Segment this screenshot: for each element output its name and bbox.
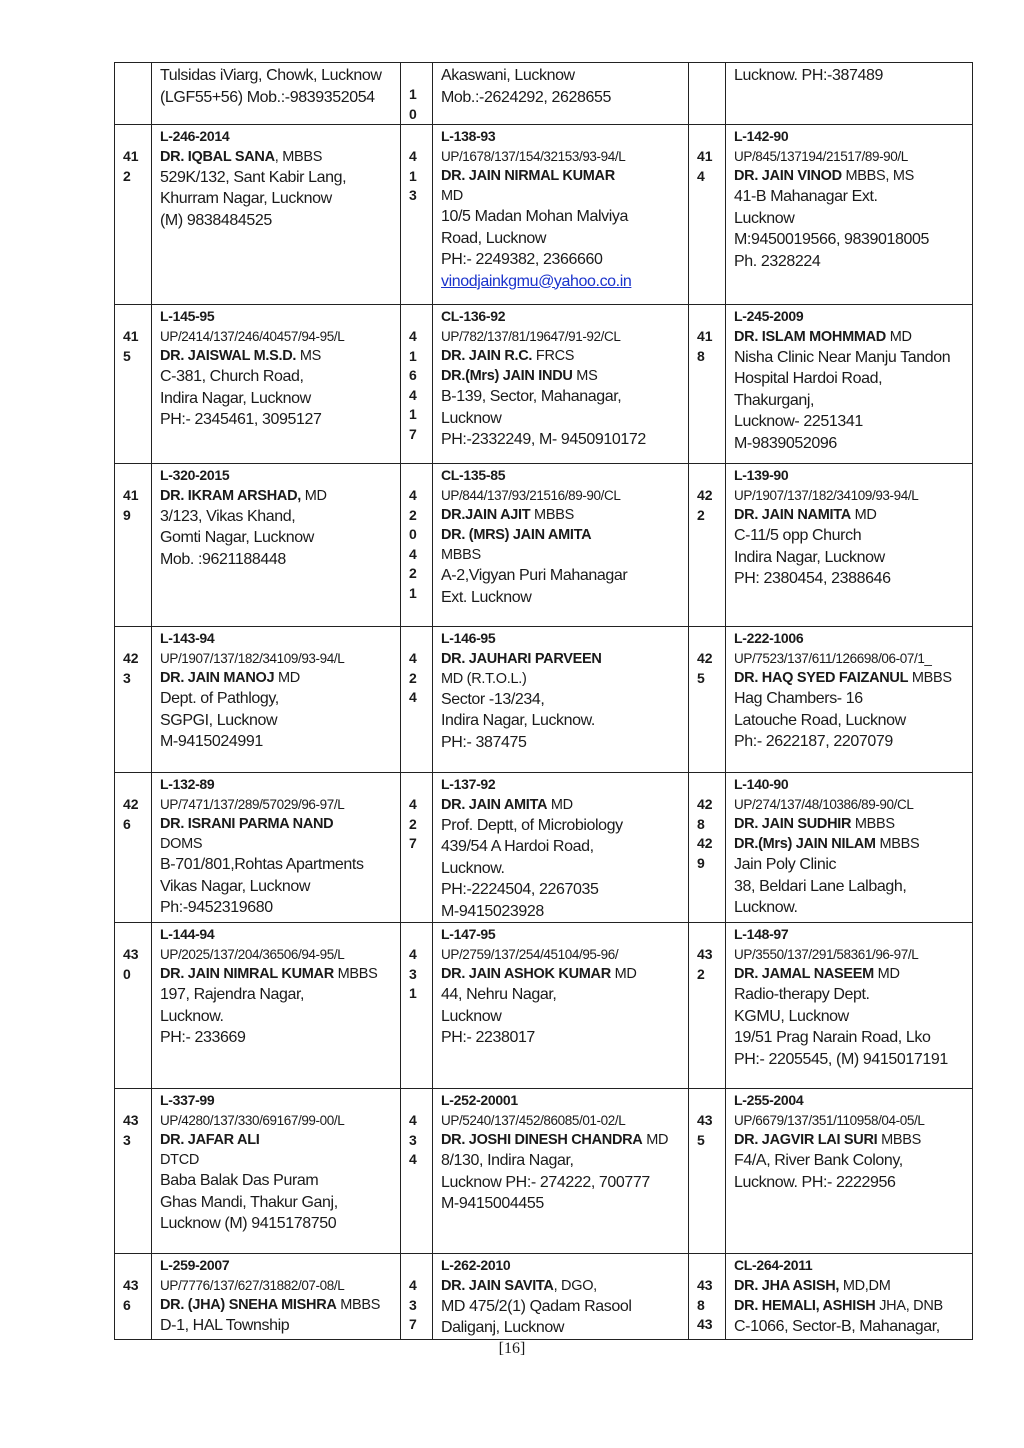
serial-number: 4 1 6 4 1 7 [409,328,417,442]
doctor-name-line [441,649,686,669]
doctor-name: DR. JAGVIR LAI SURI [734,1132,878,1148]
doctor-name: DR. ISRANI PARMA NAND [160,816,334,832]
qualification: MD [274,670,300,686]
table-row [115,923,973,1089]
serial-number: 41 2 [123,148,139,184]
doctor-entry [726,125,973,305]
doctor-name: DR. (MRS) JAIN AMITA [441,527,592,543]
address-line: PH:- 2238017 [441,1029,535,1046]
doctor-name-line [160,964,398,984]
address-line: Lucknow. PH:- 2222956 [734,1173,896,1191]
address-line: C-381, Church Road, [160,368,304,385]
address-line: Nisha Clinic Near Manju Tandon [734,348,951,366]
serial-number: 1 0 [409,86,417,122]
address-line: Akaswani, Lucknow [441,67,575,84]
doctor-name-line [441,964,686,984]
doctor-name: DR.(Mrs) JAIN INDU [441,368,573,384]
qualification: , MBBS [274,148,323,165]
qualification: MBBS, MS [841,168,915,184]
doctor-name: DR. ISLAM MOHMMAD [734,328,886,345]
serial-number-cell [689,627,726,773]
serial-number-cell [115,627,152,773]
registration-number: UP/3550/137/291/58361/96-97/L [734,946,919,962]
address-line: Thakurganj, [734,391,815,409]
license-code: CL-136-92 [441,308,506,324]
serial-number: 4 1 3 [409,148,417,203]
registration-number: UP/2025/137/204/36506/94-95/L [160,946,345,962]
registration-number: UP/7776/137/627/31882/07-08/L [160,1277,345,1293]
qualification: FRCS [532,348,575,364]
doctor-name-line [734,964,970,984]
doctor-entry [433,1254,689,1340]
address-line: C-1066, Sector-B, Mahanagar, [734,1317,940,1335]
doctor-name-line [441,346,686,366]
serial-number-cell [689,923,726,1089]
doctor-name: DR. JAIN VINOD [734,168,842,184]
serial-number: 41 9 [123,487,139,523]
serial-number-cell [401,923,433,1089]
doctor-name-line [160,668,398,688]
qualification: MD [873,966,900,982]
license-code: CL-135-85 [441,467,506,483]
serial-number-cell [401,773,433,923]
address-line: Lucknow [441,1007,502,1025]
qualification: JHA, DNB [875,1297,943,1314]
doctor-name: DR. JAIN SUDHIR [734,816,852,832]
address-line: M:9450019566, 9839018005 [734,231,930,248]
address-line: PH: 2380454, 2388646 [734,570,891,587]
address-line: PH:- 2205545, (M) 9415017191 [734,1050,948,1068]
serial-number-cell [401,305,433,464]
doctor-entry [433,773,689,923]
address-line: Ph:-9452319680 [160,899,273,916]
doctor-name: DR.(Mrs) JAIN NILAM [734,836,876,852]
serial-number: 43 5 [697,1112,713,1148]
license-code: L-132-89 [160,776,215,792]
license-code: L-148-97 [734,926,789,942]
address-line: Lucknow PH:- 274222, 700777 [441,1173,650,1191]
address-line: M-9415023928 [441,902,544,920]
registration-number: UP/7471/137/289/57029/96-97/L [160,796,345,812]
address-line: PH:- 2345461, 3095127 [160,411,322,428]
doctor-name: DR. JAIN NAMITA [734,507,851,523]
doctor-entry [726,63,973,125]
address-line: A-2,Vigyan Puri Mahanagar [441,567,628,584]
table-row [115,63,973,125]
serial-number-cell [401,63,433,125]
address-line: Gomti Nagar, Lucknow [160,529,314,546]
serial-number: 43 0 [123,946,139,982]
doctor-name: DR. JAIN NIMRAL KUMAR [160,966,334,982]
address-line: Lucknow. [441,859,505,877]
address-line: (LGF55+56) Mob.:-9839352054 [160,88,375,106]
doctor-entry [152,1089,401,1254]
doctor-entry [433,923,689,1089]
serial-number: 42 8 42 9 [697,796,713,871]
doctor-name-line [441,1130,686,1150]
serial-number: 43 8 43 [697,1277,713,1332]
registration-number: UP/845/137194/21517/89-90/L [734,148,908,164]
doctor-entry [152,464,401,627]
table-row [115,1254,973,1340]
license-code: L-255-2004 [734,1092,804,1108]
address-line: M-9415004455 [441,1195,544,1212]
address-line: Lucknow. [734,899,798,916]
address-line: 38, Beldari Lane Lalbagh, [734,877,907,895]
qualification: MBBS [908,670,952,686]
doctor-name: DR. JAISWAL M.S.D. [160,348,297,364]
doctor-entry [433,464,689,627]
serial-number: 42 3 [123,650,139,686]
page-number: [16] [498,1340,526,1357]
doctor-name: DR. JAIN AMITA [441,796,548,813]
qualification: MD [300,487,327,504]
address-line: 439/54 A Hardoi Road, [441,838,594,855]
address-line: PH:- 2249382, 2366660 [441,251,603,268]
serial-number: 42 5 [697,650,713,686]
address-line: Indira Nagar, Lucknow. [441,712,595,729]
address-line: 8/130, Indira Nagar, [441,1152,574,1169]
qualification: MD [547,796,573,813]
doctor-name: DR.JAIN AJIT [441,507,531,523]
doctor-name-line [441,166,686,186]
table-row [115,125,973,305]
address-line: Mob.:-2624292, 2628655 [441,88,612,106]
serial-number-cell [115,1089,152,1254]
doctor-name: DR. JAFAR ALI [160,1132,260,1148]
qualification-line: DOMS [160,836,203,852]
doctor-name-line [734,166,970,186]
serial-number-cell [689,305,726,464]
address-line: Prof. Deptt, of Microbiology [441,816,623,834]
serial-number-cell [401,125,433,305]
doctor-name: DR. JAIN R.C. [441,348,533,364]
serial-number: 41 5 [123,328,139,364]
address-line: Dept. of Pathlogy, [160,690,279,707]
license-code: L-144-94 [160,926,215,942]
registration-number: UP/1907/137/182/34109/93-94/L [160,650,345,666]
table-row [115,464,973,627]
qualification: , DGO, [553,1277,597,1294]
address-line: Lucknow. [160,1007,224,1025]
serial-number-cell [115,464,152,627]
address-line: M-9839052096 [734,434,837,452]
serial-number: 4 3 1 [409,946,417,1001]
registration-number: UP/782/137/81/19647/91-92/CL [441,328,621,344]
doctor-entry [152,63,401,125]
license-code: L-142-90 [734,128,789,144]
doctor-name: DR. IKRAM ARSHAD, [160,487,301,504]
qualification: MBBS [530,507,574,523]
address-line: Indira Nagar, Lucknow [160,389,311,407]
address-line: B-139, Sector, Mahanagar, [441,388,622,405]
serial-number: 42 2 [697,487,713,523]
doctor-name-line [441,525,686,545]
qualification: MD [885,328,912,345]
address-line: Sector -13/234, [441,690,545,708]
doctor-name-line [441,366,686,386]
serial-number-cell [115,125,152,305]
qualification: MBBS [336,1297,381,1313]
doctor-entry [152,923,401,1089]
registration-number: UP/2414/137/246/40457/94-95/L [160,328,345,344]
address-line: PH:-2332249, M- 9450910172 [441,431,646,448]
license-code: L-147-95 [441,926,496,942]
serial-number: 4 3 7 [409,1277,417,1332]
address-line: Lucknow [441,409,502,427]
doctor-name: DR. IQBAL SANA [160,148,275,165]
serial-number-cell [115,773,152,923]
address-line: Jain Poly Clinic [734,856,837,873]
serial-number: 43 2 [697,946,713,982]
serial-number: 4 2 4 [409,650,417,705]
doctor-entry [726,1254,973,1340]
license-code: L-245-2009 [734,308,804,324]
doctor-entry [433,125,689,305]
doctor-name: DR. JAUHARI PARVEEN [441,650,602,667]
doctor-entry [433,305,689,464]
address-line: C-11/5 opp Church [734,527,862,544]
registration-number: UP/4280/137/330/69167/99-00/L [160,1112,345,1128]
doctor-entry [726,305,973,464]
address-line: Lucknow (M) 9415178750 [160,1215,337,1232]
directory-table [114,62,973,1340]
serial-number: 4 3 4 [409,1112,417,1167]
doctor-name-line [160,1130,398,1150]
address-line: F4/A, River Bank Colony, [734,1152,903,1169]
address-line: 10/5 Madan Mohan Malviya [441,208,628,225]
registration-number: UP/5240/137/452/86085/01-02/L [441,1112,626,1128]
doctor-name-line [441,505,686,525]
doctor-name: DR. JAIN ASHOK KUMAR [441,966,611,982]
serial-number: 4 2 7 [409,796,417,851]
doctor-name: DR. HAQ SYED FAIZANUL [734,670,909,686]
doctor-name: DR. JAMAL NASEEM [734,966,874,982]
doctor-name-line [734,668,970,688]
doctor-entry [726,464,973,627]
table-row [115,627,973,773]
license-code: L-137-92 [441,776,496,792]
address-line: Ph. 2328224 [734,252,821,270]
address-line: Khurram Nagar, Lucknow [160,190,332,207]
address-line: Hag Chambers- 16 [734,690,863,707]
qualification: MD [642,1132,669,1148]
doctor-entry [152,773,401,923]
address-line: Indira Nagar, Lucknow [734,548,885,566]
address-line: 3/123, Vikas Khand, [160,507,296,525]
doctor-name: DR. JAIN MANOJ [160,670,275,686]
address-line: 529K/132, Sant Kabir Lang, [160,168,347,186]
address-line: Radio-therapy Dept. [734,986,870,1003]
address-line: Baba Balak Das Puram [160,1172,319,1189]
doctor-name: DR. JAIN SAVITA [441,1277,554,1294]
address-line: M-9415024991 [160,733,263,750]
serial-number-cell [401,627,433,773]
doctor-name-line [734,814,970,834]
doctor-name: DR. JAIN NIRMAL KUMAR [441,168,615,184]
serial-number: 43 3 [123,1112,139,1148]
address-line: 44, Nehru Nagar, [441,986,557,1003]
license-code: L-143-94 [160,630,215,646]
doctor-entry [152,305,401,464]
directory-body [115,63,973,1340]
doctor-name-line [160,486,398,506]
registration-number: UP/274/137/48/10386/89-90/CL [734,796,914,812]
license-code: L-246-2014 [160,128,230,144]
registration-number: UP/2759/137/254/45104/95-96/ [441,946,619,962]
doctor-name-line [160,147,398,167]
registration-number: UP/7523/137/611/126698/06-07/1_ [734,650,932,666]
doctor-name-line [734,1296,970,1316]
doctor-entry [433,63,689,125]
doctor-entry [726,923,973,1089]
serial-number-cell [689,63,726,125]
address-line: D-1, HAL Township [160,1317,290,1334]
license-code: L-146-95 [441,630,496,646]
qualification: MBBS [877,1132,921,1148]
address-line: KGMU, Lucknow [734,1007,849,1025]
license-code: L-252-20001 [441,1092,518,1108]
address-line: Lucknow. PH:-387489 [734,67,883,84]
address-line: Ghas Mandi, Thakur Ganj, [160,1193,338,1211]
serial-number-cell [115,63,152,125]
doctor-name: DR. (JHA) SNEHA MISHRA [160,1297,337,1313]
registration-number: UP/1907/137/182/34109/93-94/L [734,487,919,503]
license-code: L-259-2007 [160,1257,230,1273]
serial-number-cell [689,464,726,627]
qualification: MBBS [875,836,920,852]
serial-number: 43 6 [123,1277,139,1313]
address-line: SGPGI, Lucknow [160,711,278,729]
serial-number-cell [115,1254,152,1340]
doctor-entry [726,773,973,923]
license-code: L-138-93 [441,128,496,144]
doctor-entry [152,1254,401,1340]
address-line: PH:- 233669 [160,1029,246,1046]
license-code: L-337-99 [160,1092,215,1108]
serial-number-cell [689,1089,726,1254]
doctor-name: DR. HEMALI, ASHISH [734,1297,876,1314]
address-line: Daliganj, Lucknow [441,1319,565,1336]
license-code: L-139-90 [734,467,789,483]
address-line: (M) 9838484525 [160,211,272,229]
address-line: PH:-2224504, 2267035 [441,881,599,898]
address-line: 197, Rajendra Nagar, [160,986,305,1003]
license-code: L-262-2010 [441,1257,511,1273]
table-row [115,773,973,923]
serial-number: 4 2 0 4 2 1 [409,487,417,601]
doctor-name-line [734,327,970,347]
serial-number-cell [401,1254,433,1340]
qualification: MD [610,966,637,982]
address-line: PH:- 387475 [441,733,527,751]
doctor-name-line [734,1276,970,1296]
license-code: L-222-1006 [734,630,804,646]
qualification: MS [296,348,322,364]
table-row [115,305,973,464]
doctor-entry [433,627,689,773]
qualification: MS [572,368,598,384]
doctor-entry [152,125,401,305]
doctor-entry [152,627,401,773]
doctor-entry [726,1089,973,1254]
qualification-line: DTCD [160,1152,200,1168]
address-line: Lucknow [734,209,795,227]
doctor-name-line [734,1130,970,1150]
address-line: Hospital Hardoi Road, [734,370,883,387]
doctor-name-line [160,814,398,834]
address-line: Road, Lucknow [441,229,547,247]
address-line: Mob. :9621188448 [160,550,286,568]
address-line: Ph:- 2622187, 2207079 [734,733,893,750]
serial-number: 42 6 [123,796,139,832]
license-code: L-145-95 [160,308,215,324]
doctor-name-line [734,834,970,854]
address-line: Tulsidas iViarg, Chowk, Lucknow [160,67,382,84]
address-line: Vikas Nagar, Lucknow [160,877,311,895]
serial-number-cell [115,305,152,464]
address-line: MD 475/2(1) Qadam Rasool [441,1297,632,1315]
serial-number-cell [689,125,726,305]
serial-number: 41 4 [697,148,713,184]
qualification-line: MBBS [441,547,481,563]
doctor-entry [433,1089,689,1254]
address-line: 41-B Mahanagar Ext. [734,188,878,205]
license-code: L-140-90 [734,776,789,792]
license-code: CL-264-2011 [734,1257,813,1273]
doctor-name-line [441,795,686,815]
address-line: Latouche Road, Lucknow [734,711,906,729]
doctor-name-line [160,346,398,366]
registration-number: UP/6679/137/351/110958/04-05/L [734,1112,925,1128]
serial-number-cell [401,1089,433,1254]
qualification: MD [850,507,877,523]
doctor-entry [726,627,973,773]
address-line: 19/51 Prag Narain Road, Lko [734,1029,931,1046]
address-line: B-701/801,Rohtas Apartments [160,856,364,873]
qualification-line: MD [441,188,463,204]
registration-number: UP/844/137/93/21516/89-90/CL [441,487,621,503]
qualification: MBBS [333,966,378,982]
serial-number: 41 8 [697,328,713,364]
qualification-line: MD (R.T.O.L.) [441,670,527,687]
doctor-name: DR. JOSHI DINESH CHANDRA [441,1132,643,1148]
address-line: Lucknow- 2251341 [734,413,863,430]
serial-number-cell [115,923,152,1089]
doctor-name-line [160,1295,398,1315]
qualification: MBBS [851,816,895,832]
license-code: L-320-2015 [160,467,230,483]
doctor-name-line [734,505,970,525]
qualification: MD,DM [839,1277,891,1294]
serial-number-cell [401,464,433,627]
doctor-name: DR. JHA ASISH, [734,1277,840,1294]
address-line: Ext. Lucknow [441,588,532,606]
email-link[interactable]: vinodjainkgmu@yahoo.co.in [441,272,632,290]
doctor-name-line [441,1276,686,1296]
serial-number-cell [689,773,726,923]
table-row [115,1089,973,1254]
registration-number: UP/1678/137/154/32153/93-94/L [441,148,626,164]
serial-number-cell [689,1254,726,1340]
